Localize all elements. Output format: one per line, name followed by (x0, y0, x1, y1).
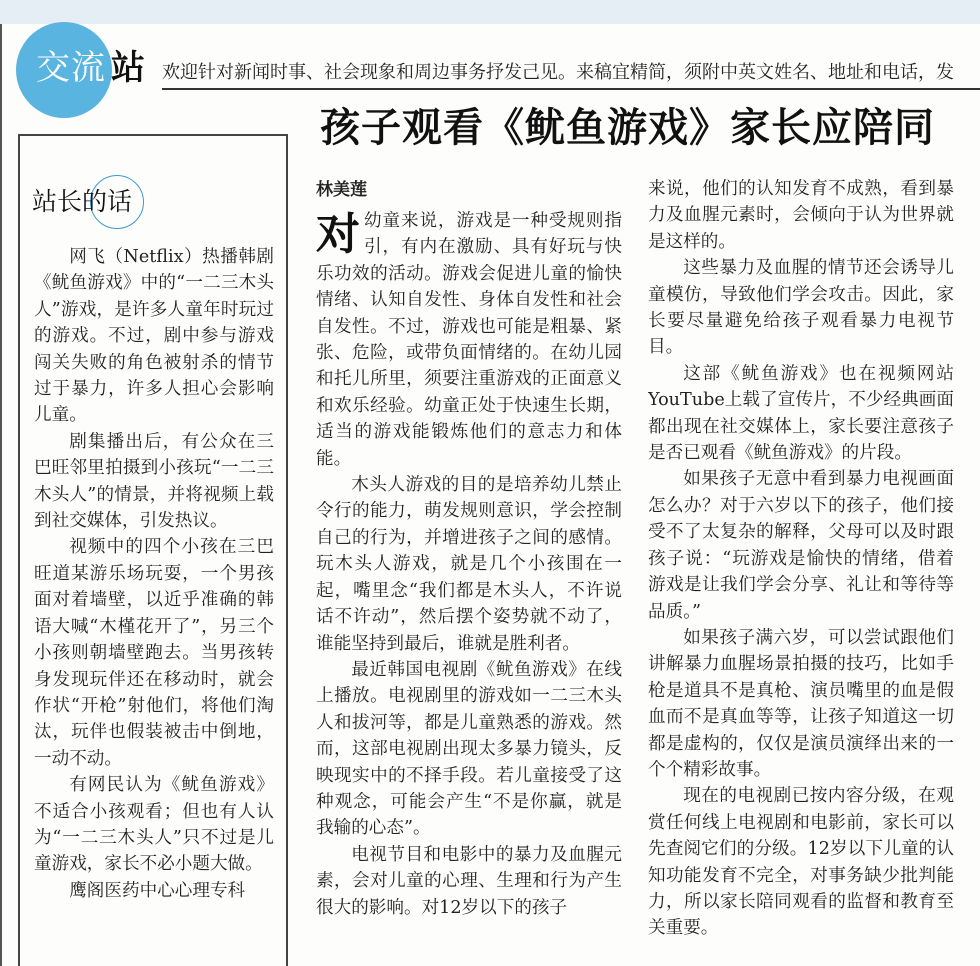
article-paragraph: 如果孩子无意中看到暴力电视画面怎么办？对于六岁以下的孩子，他们接受不了太复杂的解释，父母可以及时跟孩子说：“玩游戏是愉快的情绪，借着游戏是让我们学会分享、礼让和等待等品质。” (648, 469, 954, 622)
editor-note-paragraph: 视频中的四个小孩在三巴旺道某游乐场玩耍，一个男孩面对着墙壁，以近乎准确的韩语大喊“木槿花开了”，另三个小孩则朝墙壁跑去。当男孩转身发现玩伴还在移动时，就会作状“开枪”射他们，将他们淘汰，玩伴也假装被击中倒地，一动不动。 (34, 537, 274, 769)
page-left-rule (0, 24, 2, 966)
article-headline: 孩子观看《鱿鱼游戏》家长应陪同 (320, 105, 935, 151)
editor-note-paragraph: 剧集播出后，有公众在三巴旺邻里拍摄到小孩玩“一二三木头人”的情景，并将视频上载到社交媒体，引发热议。 (34, 431, 274, 532)
article-paragraph: 电视节目和电影中的暴力及血腥元素，会对儿童的心理、生理和行为产生很大的影响。对12岁以下的孩子 (316, 844, 622, 918)
editor-note-paragraph: 鹰阁医药中心心理专科 (69, 880, 246, 901)
article-byline: 林美莲 (316, 180, 367, 200)
editor-note-paragraph: 网飞（Netflix）热播韩剧《鱿鱼游戏》中的“一二三木头人”游戏，是许多人童年时玩过的游戏。不过，剧中参与游戏闯关失败的角色被射杀的情节过于暴力，许多人担心会影响儿童。 (34, 247, 274, 426)
section-badge-text-suffix: 站 (111, 48, 145, 88)
article-column-1 (316, 208, 622, 966)
editor-note-paragraph: 有网民认为《鱿鱼游戏》不适合小孩观看；但也有人认为“一二三木头人”只不过是儿童游戏，家长不必小题大做。 (34, 775, 274, 875)
article-paragraph: 如果孩子满六岁，可以尝试跟他们讲解暴力血腥场景拍摄的技巧，比如手枪是道具不是真枪、演员嘴里的血是假血而不是真血等等，让孩子知道这一切都是虚构的，仅仅是演员演绎出来的一个个精彩故事。 (648, 627, 954, 780)
article-paragraph: 这部《鱿鱼游戏》也在视频网站YouTube上载了宣传片，不少经典画面都出现在社交媒体上，家长要注意孩子是否已观看《鱿鱼游戏》的片段。 (648, 363, 954, 464)
article-paragraph (316, 208, 622, 472)
top-color-band (0, 0, 980, 24)
drop-cap: 对 (316, 209, 360, 260)
editor-note-title: 站长的话 (32, 187, 133, 216)
article-paragraph: 木头人游戏的目的是培养幼儿禁止令行的能力，萌发规则意识，学会控制自己的行为，并增进孩子之间的感情。玩木头人游戏，就是几个小孩围在一起，嘴里念“我们都是木头人，不许说话不许动”，然后摆个姿势就不动了，谁能坚持到最后，谁就是胜利者。 (316, 475, 622, 654)
article-paragraph: 现在的电视剧已按内容分级，在观赏任何线上电视剧和电影前，家长可以先查阅它们的分级。12岁以下儿童的认知功能发育不完全，对事务缺少批判能力，所以家长陪同观看的监督和教育至关重要。 (648, 786, 954, 939)
article-paragraph: 来说，他们的认知发育不成熟，看到暴力及血腥元素时，会倾向于认为世界就是这样的。 (648, 179, 954, 252)
submission-banner: 欢迎针对新闻时事、社会现象和周边事务抒发己见。来稿宜精简，须附中英文姓名、地址和电话，发 (162, 58, 980, 90)
section-badge-text: 交流 (36, 48, 106, 88)
article-paragraph-text: 幼童来说，游戏是一种受规则指引，有内在激励、具有好玩与快乐功效的活动。游戏会促进儿童的愉快情绪、认知自发性、身体自发性和社会自发性。不过，游戏也可能是粗暴、紧张、危险，或带负面情绪的。在幼儿园和托儿所里，须要注重游戏的正面意义和欢乐经验。幼童正处于快速生长期，适当的游戏能锻炼他们的意志力和体能。 (316, 211, 622, 469)
article-column-2 (648, 176, 954, 966)
article-paragraph: 最近韩国电视剧《鱿鱼游戏》在线上播放。电视剧里的游戏如一二三木头人和拔河等，都是儿童熟悉的游戏。然而，这部电视剧出现太多暴力镜头，反映现实中的不择手段。若儿童接受了这种观念，可能会产生“不是你赢，就是我输的心态”。 (316, 659, 622, 839)
editor-note-body (34, 244, 274, 966)
article-paragraph: 这些暴力及血腥的情节还会诱导儿童模仿，导致他们学会攻击。因此，家长要尽量避免给孩子观看暴力电视节目。 (648, 258, 954, 358)
